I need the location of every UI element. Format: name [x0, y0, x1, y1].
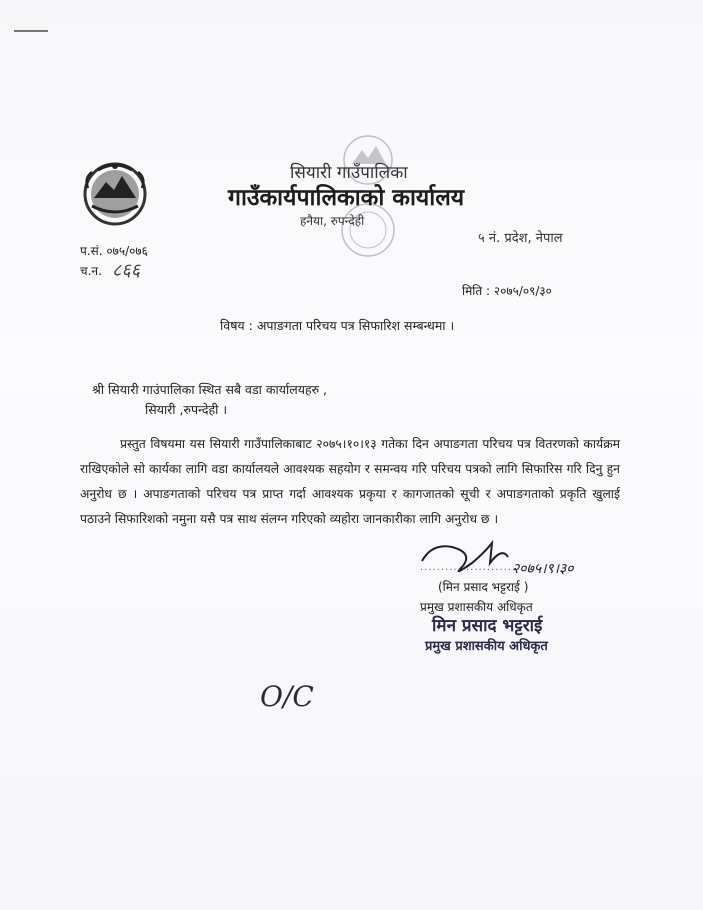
letter-date: मिति : २०७५/०९/३०: [462, 284, 552, 298]
office-address: हनैया, रुपन्देही: [300, 214, 365, 228]
scan-edge-mark: [14, 30, 48, 32]
handwritten-oc-note: [252, 672, 352, 722]
addressee-line-2: सियारी ,रुपन्देही ।: [145, 402, 228, 417]
signatory-name: (मिन प्रसाद भट्टराई ): [438, 580, 529, 594]
province-label: ५ नं. प्रदेश, नेपाल: [478, 231, 563, 246]
dispatch-number-handwritten: ८६६: [112, 260, 141, 281]
office-title: गाउँकार्यपालिकाको कार्यालय: [228, 185, 465, 211]
name-stamp: मिन प्रसाद भट्टराई: [432, 616, 543, 636]
signature-line: ...........................: [420, 562, 533, 573]
title-stamp: प्रमुख प्रशासकीय अधिकृत: [425, 639, 548, 654]
letter-body: प्रस्तुत विषयमा यस सियारी गाउँपालिकाबाट २०७५।१०।१३ गतेका दिन अपाङगता परिचय पत्र वितरणको कार्यक्रम राखिएकोले सो कार्यका लागि वडा कार्यालयले आवश्यक सहयोग र समन्वय गरि परिचय पत्रको लागि सिफारिस गरि दिनु हुन अनुरोध छ । अपाङगताको परिचय पत्र प्राप्त गर्दा आवश्यक प्रकृया र कागजातको सूची र अपाङगताको प्रकृति खुलाई पठाउने सिफारिशको नमुना यसै पत्र साथ संलग्न गरिएको व्यहोरा जानकारीका लागि अनुरोध छ ।: [80, 437, 620, 526]
letter-reference-number: प.सं. ०७५/०७६: [80, 244, 148, 258]
signature-date: २०७५।९।३०: [512, 561, 574, 577]
addressee-line-1: श्री सियारी गाउंपालिका स्थित सबै वडा कार्यालयहरु ,: [92, 382, 328, 397]
letter-subject: विषय : अपाङगता परिचय पत्र सिफारिश सम्बन्धमा ।: [220, 318, 455, 333]
nepal-emblem-icon: [80, 158, 150, 228]
oc-annotation: O/C: [260, 680, 314, 713]
municipality-name: सियारी गाउँपालिका: [290, 163, 408, 183]
signatory-title: प्रमुख प्रशासकीय अधिकृत: [420, 600, 533, 614]
dispatch-number-label: च.न.: [80, 264, 102, 278]
